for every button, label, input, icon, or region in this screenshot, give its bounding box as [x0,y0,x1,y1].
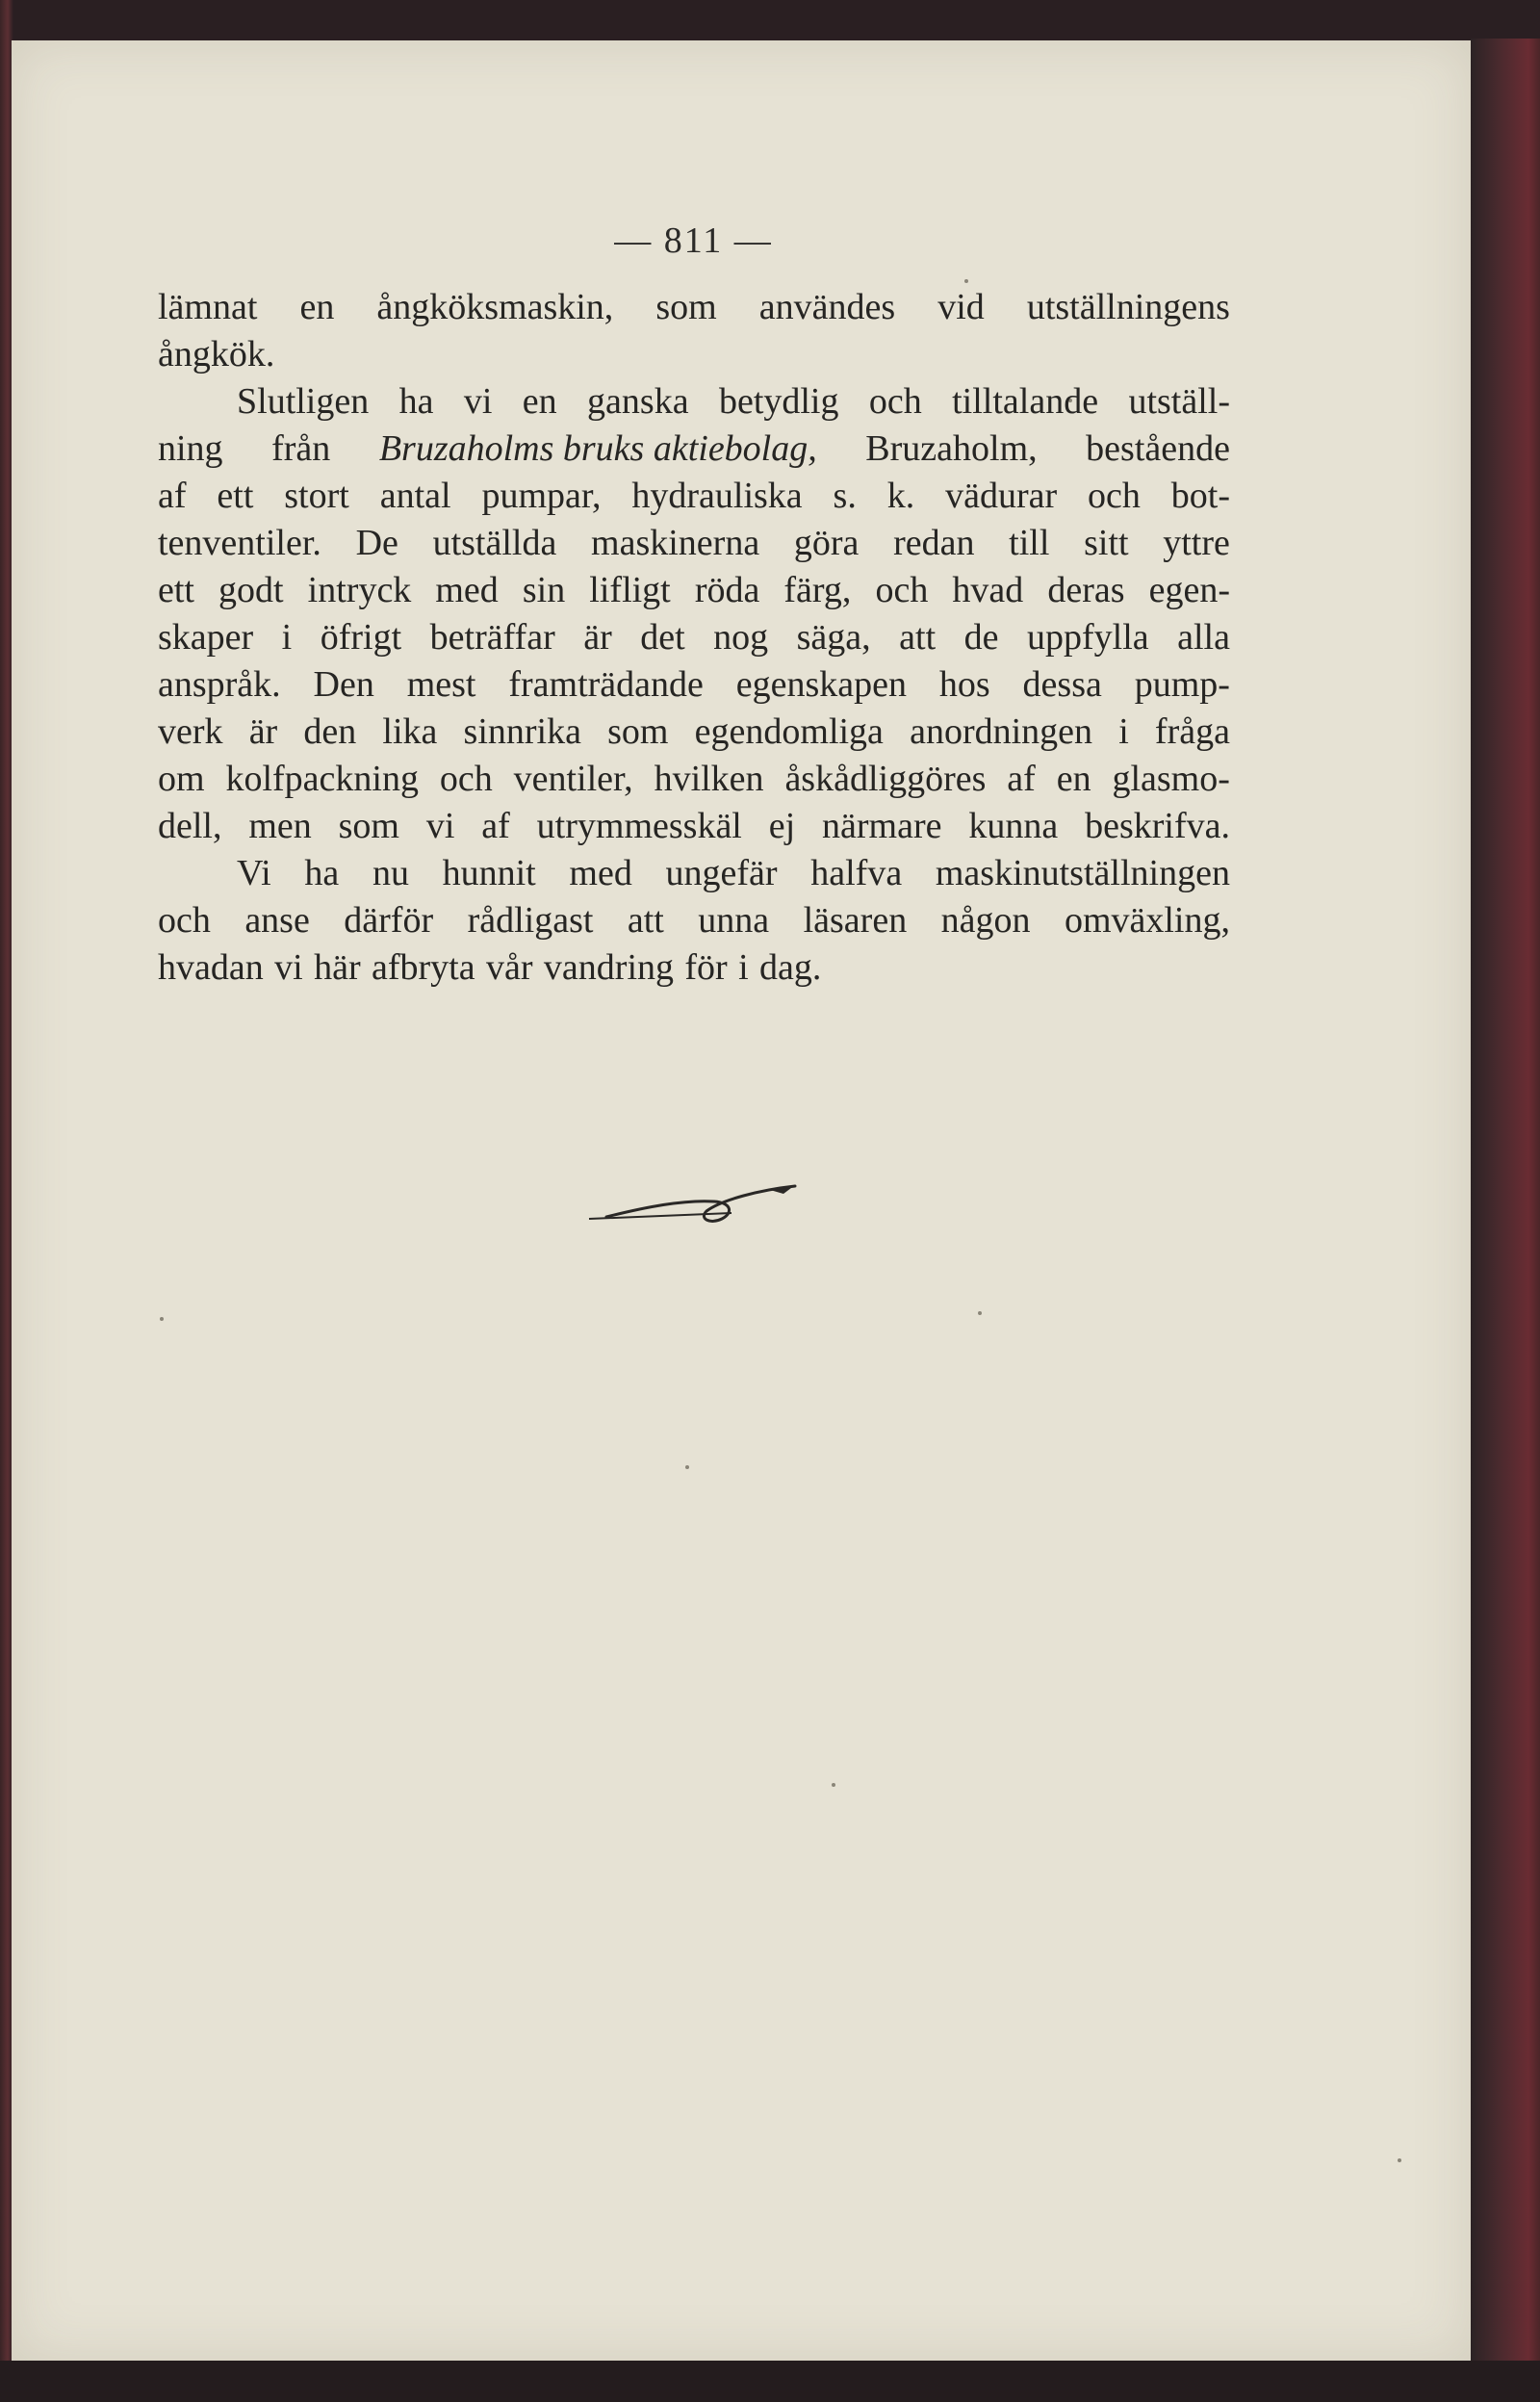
word: den [303,711,357,752]
paper-speck [964,279,968,283]
word: sinnrika [463,711,581,752]
word: som [655,287,717,327]
word: dell, [158,806,222,846]
word: ha [398,381,434,422]
text-line [158,614,1230,661]
word: hvadan [158,947,264,988]
word: mest [406,664,476,705]
word: ångkök. [158,334,275,375]
paper-speck [685,1465,689,1469]
paper-speck [160,1317,164,1321]
word: en [299,287,335,327]
text-line [158,850,1230,897]
word: ångköksmaskin, [376,287,614,327]
word: att [899,617,937,658]
word: alla [1177,617,1230,658]
word: ett [158,570,194,610]
word: deras [1047,570,1125,610]
paper-speck [832,1783,835,1787]
scan-bottom-edge [0,2361,1540,2402]
word: vi [425,806,455,846]
word: ungefär [665,853,778,893]
word: utställda [432,523,557,563]
word: Slutligen [237,381,370,422]
word: pump- [1134,664,1230,705]
word: ej [768,806,796,846]
text-line [158,426,1230,473]
word: stort [284,476,349,516]
word: och [439,759,493,799]
word: k. [886,476,915,516]
word: hos [938,664,990,705]
word: s. [833,476,857,516]
word: vid [937,287,985,327]
word: och [1088,476,1141,516]
word: säga, [796,617,871,658]
word: glasmo- [1112,759,1230,799]
word: anse [244,900,310,941]
word: afbryta [372,947,475,988]
word: lämnat [158,287,258,327]
word: det [640,617,685,658]
word: Bruzaholm, [865,428,1038,469]
text-line [158,803,1230,850]
word: färg, [783,570,852,610]
word: kunna [968,806,1059,846]
word: ning [158,428,223,469]
word: lifligt [589,570,671,610]
word: framträdande [508,664,704,705]
word: tilltalande [952,381,1099,422]
word: med [435,570,499,610]
word: och [875,570,929,610]
word: ventiler, [513,759,633,799]
word: användes [758,287,896,327]
text-line [158,944,1230,992]
word: de [963,617,999,658]
word: Den [313,664,374,705]
word: öfrigt [320,617,402,658]
word: tenventiler. [158,523,321,563]
word: vår [486,947,533,988]
text-line [158,284,1230,331]
word: därför [344,900,434,941]
word: nog [713,617,769,658]
word: godt [218,570,284,610]
word: egenskapen [735,664,908,705]
word: utställ- [1128,381,1230,422]
word: ganska [587,381,689,422]
word: hydrauliska [631,476,803,516]
word: i [281,617,293,658]
word: beträffar [429,617,555,658]
word: för [684,947,728,988]
word: som [338,806,399,846]
word: läsaren [803,900,908,941]
word: lika [382,711,438,752]
text-line [158,378,1230,426]
word: dag. [759,947,822,988]
word: närmare [822,806,942,846]
word: här [314,947,361,988]
word: ett [217,476,254,516]
word: af [158,476,187,516]
word: verk [158,711,223,752]
word: som [607,711,669,752]
text-line [158,661,1230,709]
word: unna [698,900,770,941]
word: vandring [543,947,674,988]
word: betydlig [718,381,839,422]
word: till [1009,523,1050,563]
word: göra [793,523,860,563]
word: vädurar [945,476,1058,516]
word: anspråk. [158,664,281,705]
word: intryck [307,570,412,610]
word: fråga [1154,711,1230,752]
word: bestående [1086,428,1230,469]
word: utställningens [1026,287,1230,327]
word: vi [274,947,303,988]
word: skaper [158,617,254,658]
word: egen- [1148,570,1230,610]
word: bot- [1170,476,1230,516]
word: är [583,617,612,658]
word: omväxling, [1064,900,1230,941]
word: Vi [237,853,271,893]
word: någon [940,900,1031,941]
text-line [158,567,1230,614]
word: hunnit [442,853,536,893]
word: sin [522,570,566,610]
word: af [481,806,510,846]
body-text [158,284,1230,992]
word: kolfpackning [225,759,419,799]
word: anordningen [910,711,1093,752]
word: maskinerna [591,523,760,563]
word: i [1118,711,1129,752]
word: dessa [1022,664,1102,705]
word: sitt [1084,523,1129,563]
word: vi [463,381,493,422]
word: från [271,428,331,469]
page-number: — 811 — [614,220,773,261]
flourish-ornament-icon [587,1180,799,1228]
word: hvilken [654,759,764,799]
word: pumpar, [481,476,602,516]
text-line [158,709,1230,756]
text-line [158,520,1230,567]
word: i [738,947,749,988]
word: att [627,900,664,941]
word: antal [379,476,451,516]
word: åskådliggöres [784,759,987,799]
book-binding-edge [1471,39,1540,2363]
word: maskinutställningen [935,853,1230,893]
paper-speck [1398,2158,1401,2162]
word: om [158,759,205,799]
text-line [158,473,1230,520]
word: röda [694,570,760,610]
word: yttre [1163,523,1230,563]
word: en [1056,759,1091,799]
word: och [158,900,211,941]
company-name: Bruzaholms bruks aktiebolag, [378,428,817,469]
word: De [355,523,398,563]
word: halfva [810,853,903,893]
word: med [569,853,632,893]
word: uppfylla [1026,617,1149,658]
text-line [158,756,1230,803]
word: ha [304,853,340,893]
word: nu [372,853,409,893]
word: utrymmesskäl [536,806,742,846]
word: hvad [952,570,1024,610]
word: är [248,711,278,752]
text-line [158,897,1230,944]
word: rådligast [467,900,594,941]
word: beskrifva. [1085,806,1230,846]
word: men [248,806,312,846]
word: egendomliga [694,711,884,752]
word: och [868,381,922,422]
paper-speck [978,1311,982,1315]
text-line [158,331,1230,378]
word: redan [893,523,975,563]
word: en [522,381,557,422]
word: af [1007,759,1036,799]
